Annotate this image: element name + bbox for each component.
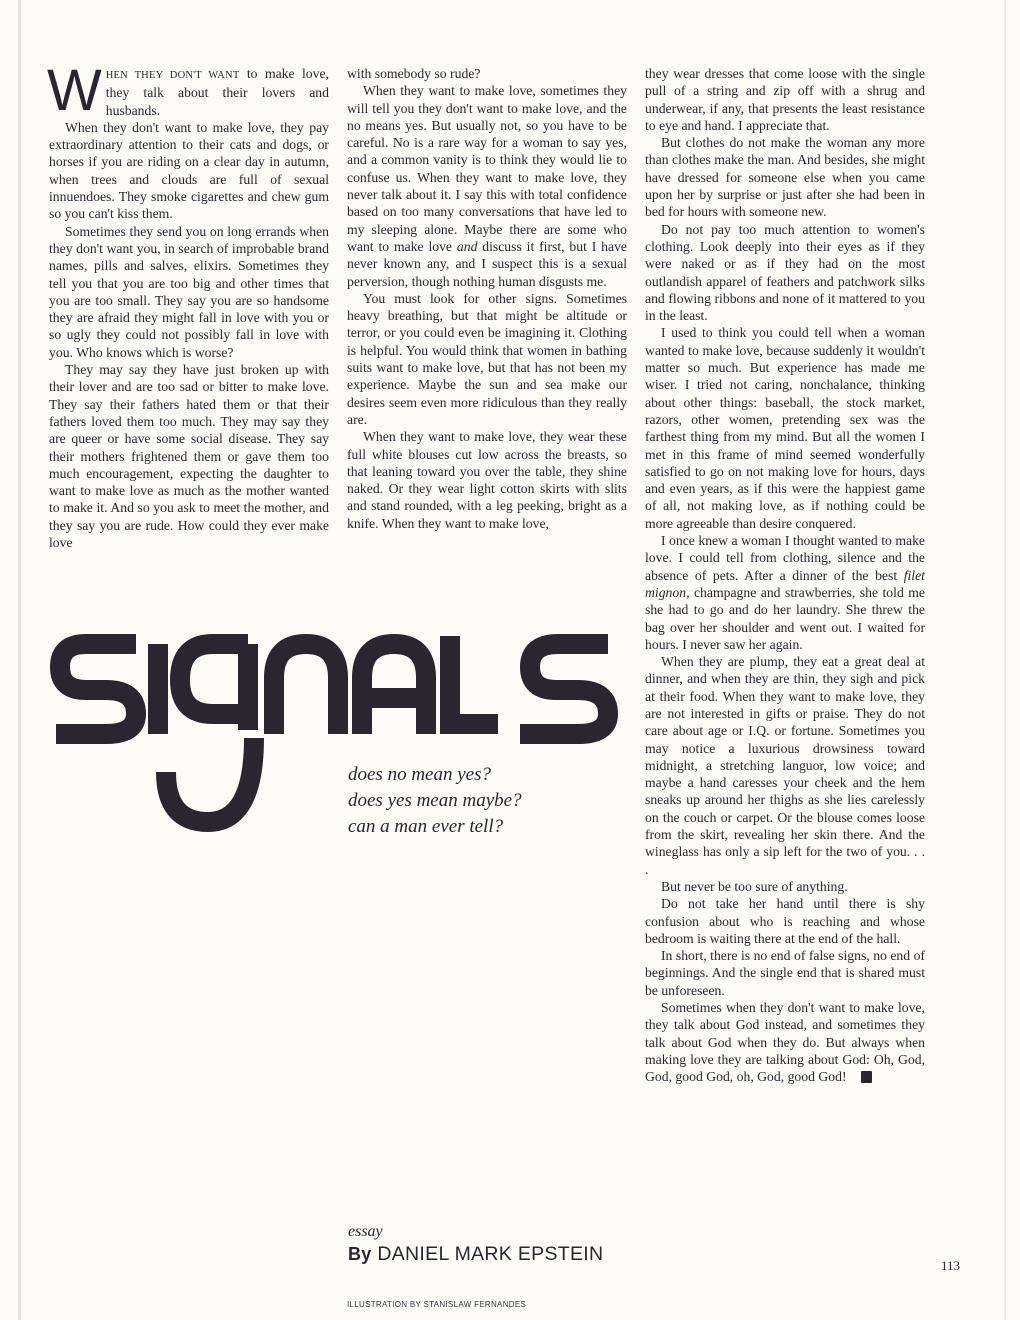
paragraph: [645, 532, 925, 653]
paragraph-text: When they want to make love, sometimes they will tell you they don't want to make love, and the no means yes. But usually not, so you have to be careful. No is a rare way for a woman to say yes, and a common vanity is to think they would lie to confuse us. When they want to make love, they never talk about it. I say this with total confidence based on too many conversations that have led to my sleeping alone. Maybe there are some who want to make love: [347, 83, 627, 254]
italic-phrase: filet mignon,: [645, 567, 925, 600]
paragraph: But clothes do not make the woman any more than clothes make the man. And besides, she might have dressed for someone else when you came upon her by surprise or just after she had been in bed for hours with someone new.: [645, 135, 925, 220]
scan-edge-right: [1004, 0, 1006, 1320]
italic-word: and: [456, 238, 478, 254]
drop-cap: W: [47, 58, 100, 123]
paragraph: When they don't want to make love, they pay extraordinary attention to their cats and dogs, or horses if you are riding on a clear day in autumn, when trees and clouds are full of sexual innuendoes. They smoke cigarettes and chew gum so you can't kiss them.: [49, 119, 329, 222]
byline: [348, 1243, 603, 1266]
paragraph: with somebody so rude?: [347, 66, 481, 81]
subhead-line-1: does no mean yes?: [348, 764, 491, 785]
text-column-3: [645, 65, 925, 1086]
subhead-line-2: does yes mean maybe?: [348, 790, 522, 811]
illustration-credit: ILLUSTRATION BY STANISLAW FERNANDES: [347, 1300, 527, 1309]
paragraph-text: I once knew a woman I thought wanted to make love. I could tell from clothing, silence and the absence of pets. After a dinner of the best: [645, 533, 925, 583]
paragraph: [347, 82, 627, 290]
byline-author: DANIEL MARK EPSTEIN: [377, 1243, 604, 1265]
lead-small-caps: HEN THEY DON'T WANT: [105, 70, 240, 81]
byline-by: By: [348, 1244, 372, 1264]
text-column-2: [347, 65, 627, 532]
paragraph: Do not pay too much attention to women's clothing. Look deeply into their eyes as if they were naked or as if they had on the most outlandish apparel of feathers and patchwork silks and flowing ribbons and none of it mattered to you in the least.: [645, 221, 925, 324]
lead-paragraph: [47, 58, 329, 123]
scan-edge-left: [18, 0, 21, 1320]
paragraph: But never be too sure of anything.: [661, 878, 848, 894]
paragraph: [645, 999, 925, 1085]
paragraph: Sometimes they send you on long errands when they don't want you, in search of improbable brand names, pills and salves, elixirs. Sometimes they tell you that you are too big and other times that you are too small. They say you are so handsome they are afraid they might fall in love with you or so ugly they could not possibly fall in love with you. Who knows which is worse?: [49, 223, 329, 360]
subhead: [348, 762, 608, 840]
subhead-line-3: can a man ever tell?: [348, 816, 504, 837]
rabbit-end-mark-icon: [861, 1071, 872, 1083]
paragraph: Do not take her hand until there is shy confusion about who is reaching and whose bedroom is waiting there at the end of the hall.: [645, 896, 925, 946]
paragraph-text: Sometimes when they don't want to make love, they talk about God instead, and sometimes they talk about God when they do. But always when making love they are talking about God: Oh, God, God, good God, oh, God, good God!: [645, 1000, 925, 1085]
paragraph: They may say they have just broken up with their lover and are too sad or bitter to make love. They say their fathers hated them or that their fathers loved them too much. They may say they are queer or have some social disease. They say their mothers frightened them or gave them too much encouragement, expecting the daughter to want to make love as much as the mother wanted to make it. And so you ask to meet the mother, and they say you are rude. How could they ever make love: [49, 362, 329, 551]
paragraph-text: champagne and strawberries, she told me she had to go and do her laundry. She threw the bag over her shoulder and went out. I waited for hours. I never saw her again.: [645, 584, 925, 652]
paragraph: When they want to make love, they wear these full white blouses cut low across the breasts, so that leaning toward you over the table, they shine naked. Or they wear light cotton skirts with slits and stand rounded, with a leg peeking, bright as a knife. When they want to make love,: [347, 429, 627, 531]
paragraph: When they are plump, they eat a great deal at dinner, and when they are thin, they sigh and pick at their food. When they want to make love, they are not interested in gifts or praise. They do not care about age or I.Q. or fortune. Sometimes you may notice a luxurious drowsiness toward midnight, a stretching languor, low voice; and maybe a hand caresses your cheek and the hem sneaks up around her thighs as she lies carelessly on the couch or carpet. Or the blouse comes loose from the skirt, revealing her skin there. And the wineglass has only a sip left for the two of you. . . .: [645, 654, 925, 877]
paragraph: You must look for other signs. Sometimes heavy breathing, but that might be altitude or terror, or you could even be imagining it. Clothing is helpful. You would think that women in bathing suits want to make love, but that has not been my experience. Maybe the sun and sea make our desires seem even more ridiculous than they really are.: [347, 290, 627, 427]
paragraph-text: discuss it first, but I have never known any, and I suspect this is a sexual perversion, though nothing human disgusts me.: [347, 238, 628, 289]
paragraph: I used to think you could tell when a woman wanted to make love, because suddenly it wouldn't matter so much. But experience has made me wiser. I tried not caring, nonchalance, thinking about other things: baseball, the stock market, razors, other women, pretending sex was the farthest thing from my mind. But all the women I met in this frame of mind seemed wonderfully satisfied to go on not making love for hours, days and even years, as if this were the happiest game of all, not making love, as if nothing could be more agreeable than desire conquered.: [645, 325, 925, 531]
text-column-1: [47, 58, 329, 551]
paragraph: In short, there is no end of false signs, no end of beginnings. And the single end that is shared must be unforeseen.: [645, 948, 925, 998]
paragraph: they wear dresses that come loose with the single pull of a string and zip off with a shrug and underwear, if any, that presents the least resistance to eye and hand. I appreciate that.: [645, 66, 925, 133]
page-number: 113: [941, 1258, 961, 1273]
essay-label: essay: [348, 1223, 383, 1240]
lead-text: to make love, they talk about their lovers and husbands.: [105, 66, 329, 118]
